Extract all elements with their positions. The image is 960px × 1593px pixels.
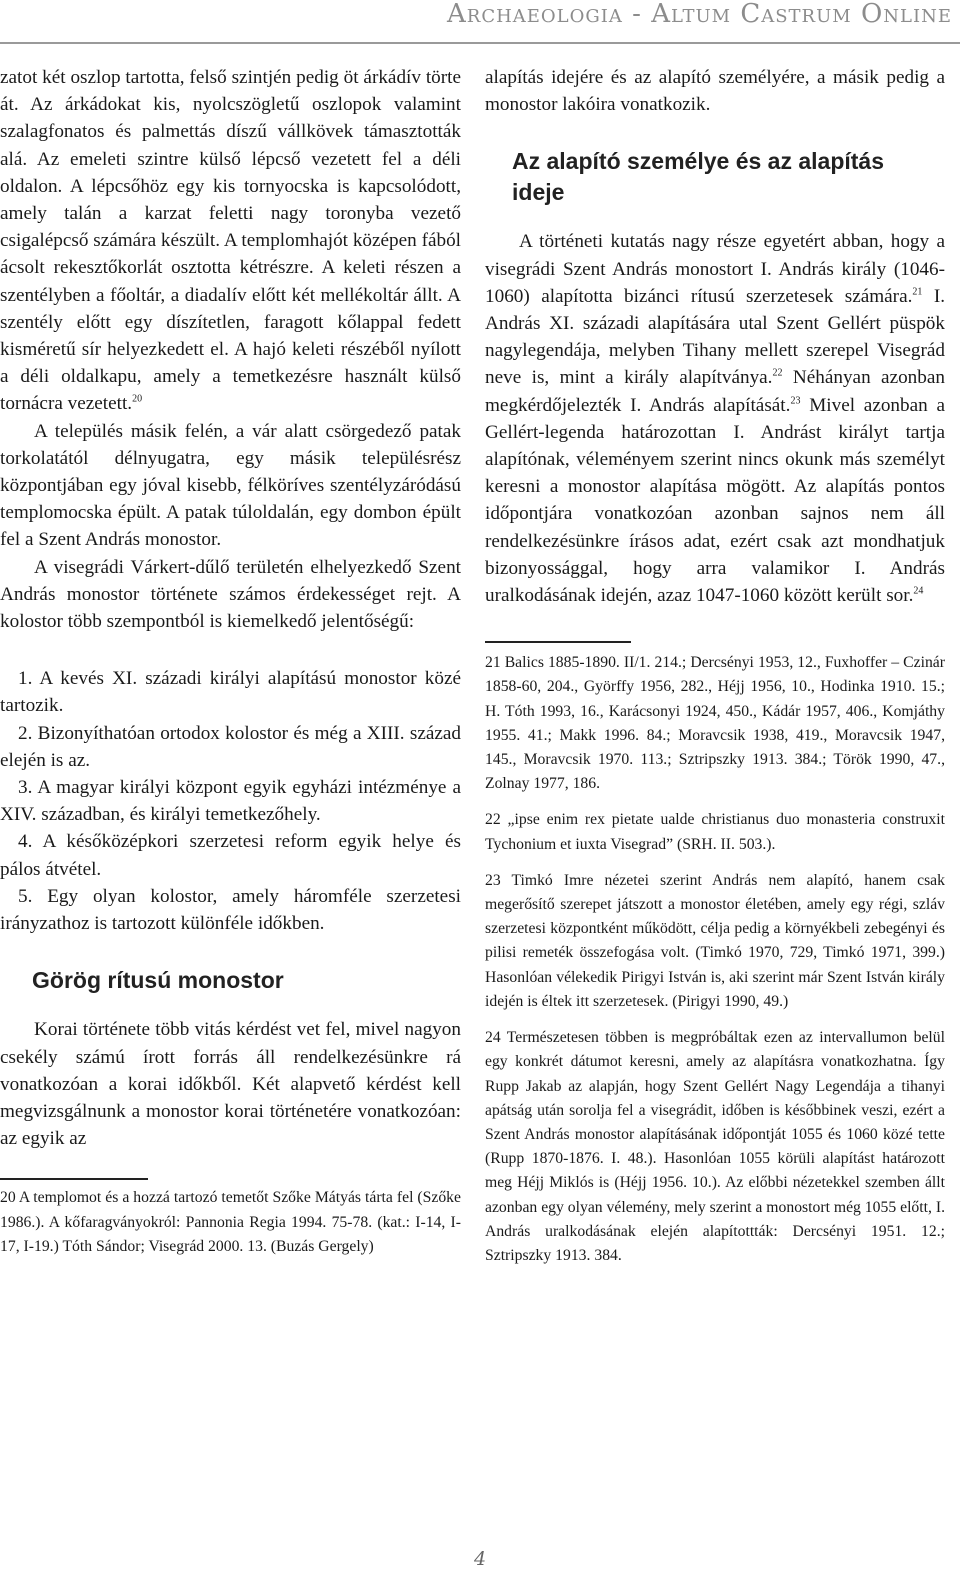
header-rule bbox=[0, 42, 960, 44]
footnote: 23 Timkó Imre nézetei szerint András nem alapító, hanem csak megerősítő szerepet játszott a monostor életében, amely egy régi, szláv szerzetesi központként működött, célja pedig a környékbeli zebegényi és pilisi remeték összefogása volt. (Timkó 1970, 729, Timkó 1971, 399.) Hasonlóan vélekedik Pirigyi István is, aki szerint már Szent István király idején is éltek itt szerzetesek. (Pirigyi 1990, 49.) bbox=[485, 871, 945, 1010]
footnote: 24 Természetesen többen is megpróbáltak ezen az intervallumon belül egy konkrét dátumot keresni, amely az alapításra vonatkozhatna. Így Rupp Jakab az alapján, hogy Szent Gellért Nagy Legendája a tihanyi apátság után sorolja fel a visegrádit, időben is későbbinek veszi, ezért a Szent András monostor alapításának időpontját 1055 és 1060 közé tette (Rupp 1870-1876. I. 48.). Hasonlóan 1055 körüli alapítást határozott meg Héjj Miklós is (Héjj 1956. 10.). Az előbbi nézetekkel szemben állt azonban egy olyan vélemény, mely szerint a monostort még 1055 előtt, I. András uralkodásának elején alapítottták: Dercsényi 1951. 12.; Sztripszky 1913. 384. bbox=[485, 1029, 945, 1264]
section-heading: Az alapító személye és az alapítás ideje bbox=[512, 148, 885, 206]
paragraph: zatot két oszlop tartotta, felső szintjén pedig öt árkádív törte át. Az árkádokat kis, nyolcszögletű oszlopok valamint szalagfonatos és palmettás díszű vállkövek támasztották alá. Az emeleti szintre külső lépcső vezetett fel a déli oldalon. A lépcsőhöz egy kis tornyocska is kapcsolódott, amely talán a karzat feletti nagy toronyba vezető csigalépcső számára készült. A templomhajót középen fából ácsolt rekesztőkorlát osztotta kétrészre. A keleti részen a szentélyben a főoltár, a diadalív előtt két mellékoltár állt. A szentély előtt egy díszítetlen, faragott kőlappal fedett kisméretű sír helyezkedett el. A hajó keleti részéből nyílott a déli oldalkapu, amely a temetkezésre használt külső tornácra vezetett.$^{20}$ bbox=[0, 67, 461, 415]
list-item: 2. Bizonyíthatóan ortodox kolostor és még a XIII. század elején is az. bbox=[0, 722, 461, 771]
footnote: 22 „ipse enim rex pietate ualde christianus duo monasteria construxit Tychonium et iuxta Visegrad” (SRH. II. 503.). bbox=[485, 811, 945, 853]
footnote: 20 A templomot és a hozzá tartozó temetőt Szőke Mátyás tárta fel (Szőke 1986.). A kőfaragványokról: Pannonia Regia 1994. 75-78. (kat.: I-14, I-17, I-19.) Tóth Sándor; Visegrád 2000. 13. (Buzás Gergely) bbox=[0, 1189, 461, 1255]
paragraph: A visegrádi Várkert-dűlő területén elhelyezkedő Szent András monostor története számos érdekességet rejt. A kolostor több szempontból is kiemelkedő jelentőségű: bbox=[0, 556, 461, 633]
paragraph: Korai története több vitás kérdést vet fel, mivel nagyon csekély számú írott forrás áll rendelkezésünkre rá vonatkozóan a korai időkből. Két alapvető kérdést kell megvizsgálnunk a monostor korai történetére vonatkozóan: az egyik az bbox=[0, 1019, 461, 1150]
footnote-ref: 23 bbox=[790, 395, 801, 407]
footnote-rule bbox=[485, 641, 631, 643]
list-item: 5. Egy olyan kolostor, amely háromféle szerzetesi irányzathoz is tartozott különféle időkben. bbox=[0, 885, 461, 935]
page-number: 4 bbox=[473, 1548, 487, 1570]
paragraph: alapítás idejére és az alapító személyére, a másik pedig a monostor lakóira vonatkozik. bbox=[485, 67, 945, 116]
footnote-ref: 22 bbox=[772, 368, 783, 380]
footnote-ref: 21 bbox=[912, 286, 923, 298]
list-item: 3. A magyar királyi központ egyik egyházi intézménye a XIV. században, és királyi temetkezőhely. bbox=[0, 777, 461, 826]
section-heading: Görög rítusú monostor bbox=[32, 967, 284, 994]
numbered-list bbox=[0, 665, 461, 937]
footnote-ref: 20 bbox=[132, 394, 143, 406]
footnote: 21 Balics 1885-1890. II/1. 214.; Dercsényi 1953, 12., Fuxhoffer – Czinár 1858-60, 204., Györffy 1956, 282., Héjj 1956, 10., Hodinka 1910. 15.; H. Tóth 1993, 16., Karácsonyi 1924, 450., Kádár 1957, 406., Komjáthy 1955. 41.; Makk 1996. 84.; Moravcsik 1938, 419., Moravcsik 1947, 145., Moravcsik 1970. 113.; Sztripszky 1913. 384.; Török 1990, 47., Zolnay 1977, 186. bbox=[485, 654, 945, 793]
paragraph: A történeti kutatás nagy része egyetért abban, hogy a visegrádi Szent András monostort I. András király (1046-1060) alapította bizánci rítusú szerzetesek számára.$^{21}$ I. András XI. századi alapítására utal Szent Gellért püspök nagylegendája, melyben Tihany mellett szerepel Visegrád neve is, mint a király alapítványa.$^{22}$ Néhányan azonban megkérdőjelezték I. András alapítását.$^{23}$ Mivel azonban a Gellért-legenda határozottan I. Andrást királyt tartja alapítónak, véleményem szerint nincs okunk más személyt keresni a monostor alapítása mögött. Az alapítás pontos időpontjára vonatkozóan azonban sajnos nem áll rendelkezésünkre írásos adat, ezért csak azt mondhatjuk bizonyossággal, hogy arra valamikor I. András uralkodásának idején, azaz 1047-1060 között került sor.$^{24}$ bbox=[485, 231, 946, 607]
paragraph: A település másik felén, a vár alatt csörgedező patak torkolatától délnyugatra, egy másik településrész központjában egy jóval kisebb, félköríves szentélyzáródású templomocska épült. A patak túloldalán, egy dombon épült fel a Szent András monostor. bbox=[0, 420, 461, 551]
list-item: 4. A későközépkori szerzetesi reform egyik helye és pálos átvétel. bbox=[0, 831, 461, 880]
right-column bbox=[485, 64, 945, 1268]
running-header: Archaeologia - Altum Castrum Online bbox=[446, 0, 952, 29]
list-item: 1. A kevés XI. századi királyi alapítású monostor közé tartozik. bbox=[0, 668, 461, 717]
footnote-rule bbox=[0, 1178, 148, 1180]
left-column bbox=[0, 64, 461, 1259]
footnote-ref: 24 bbox=[913, 585, 924, 597]
